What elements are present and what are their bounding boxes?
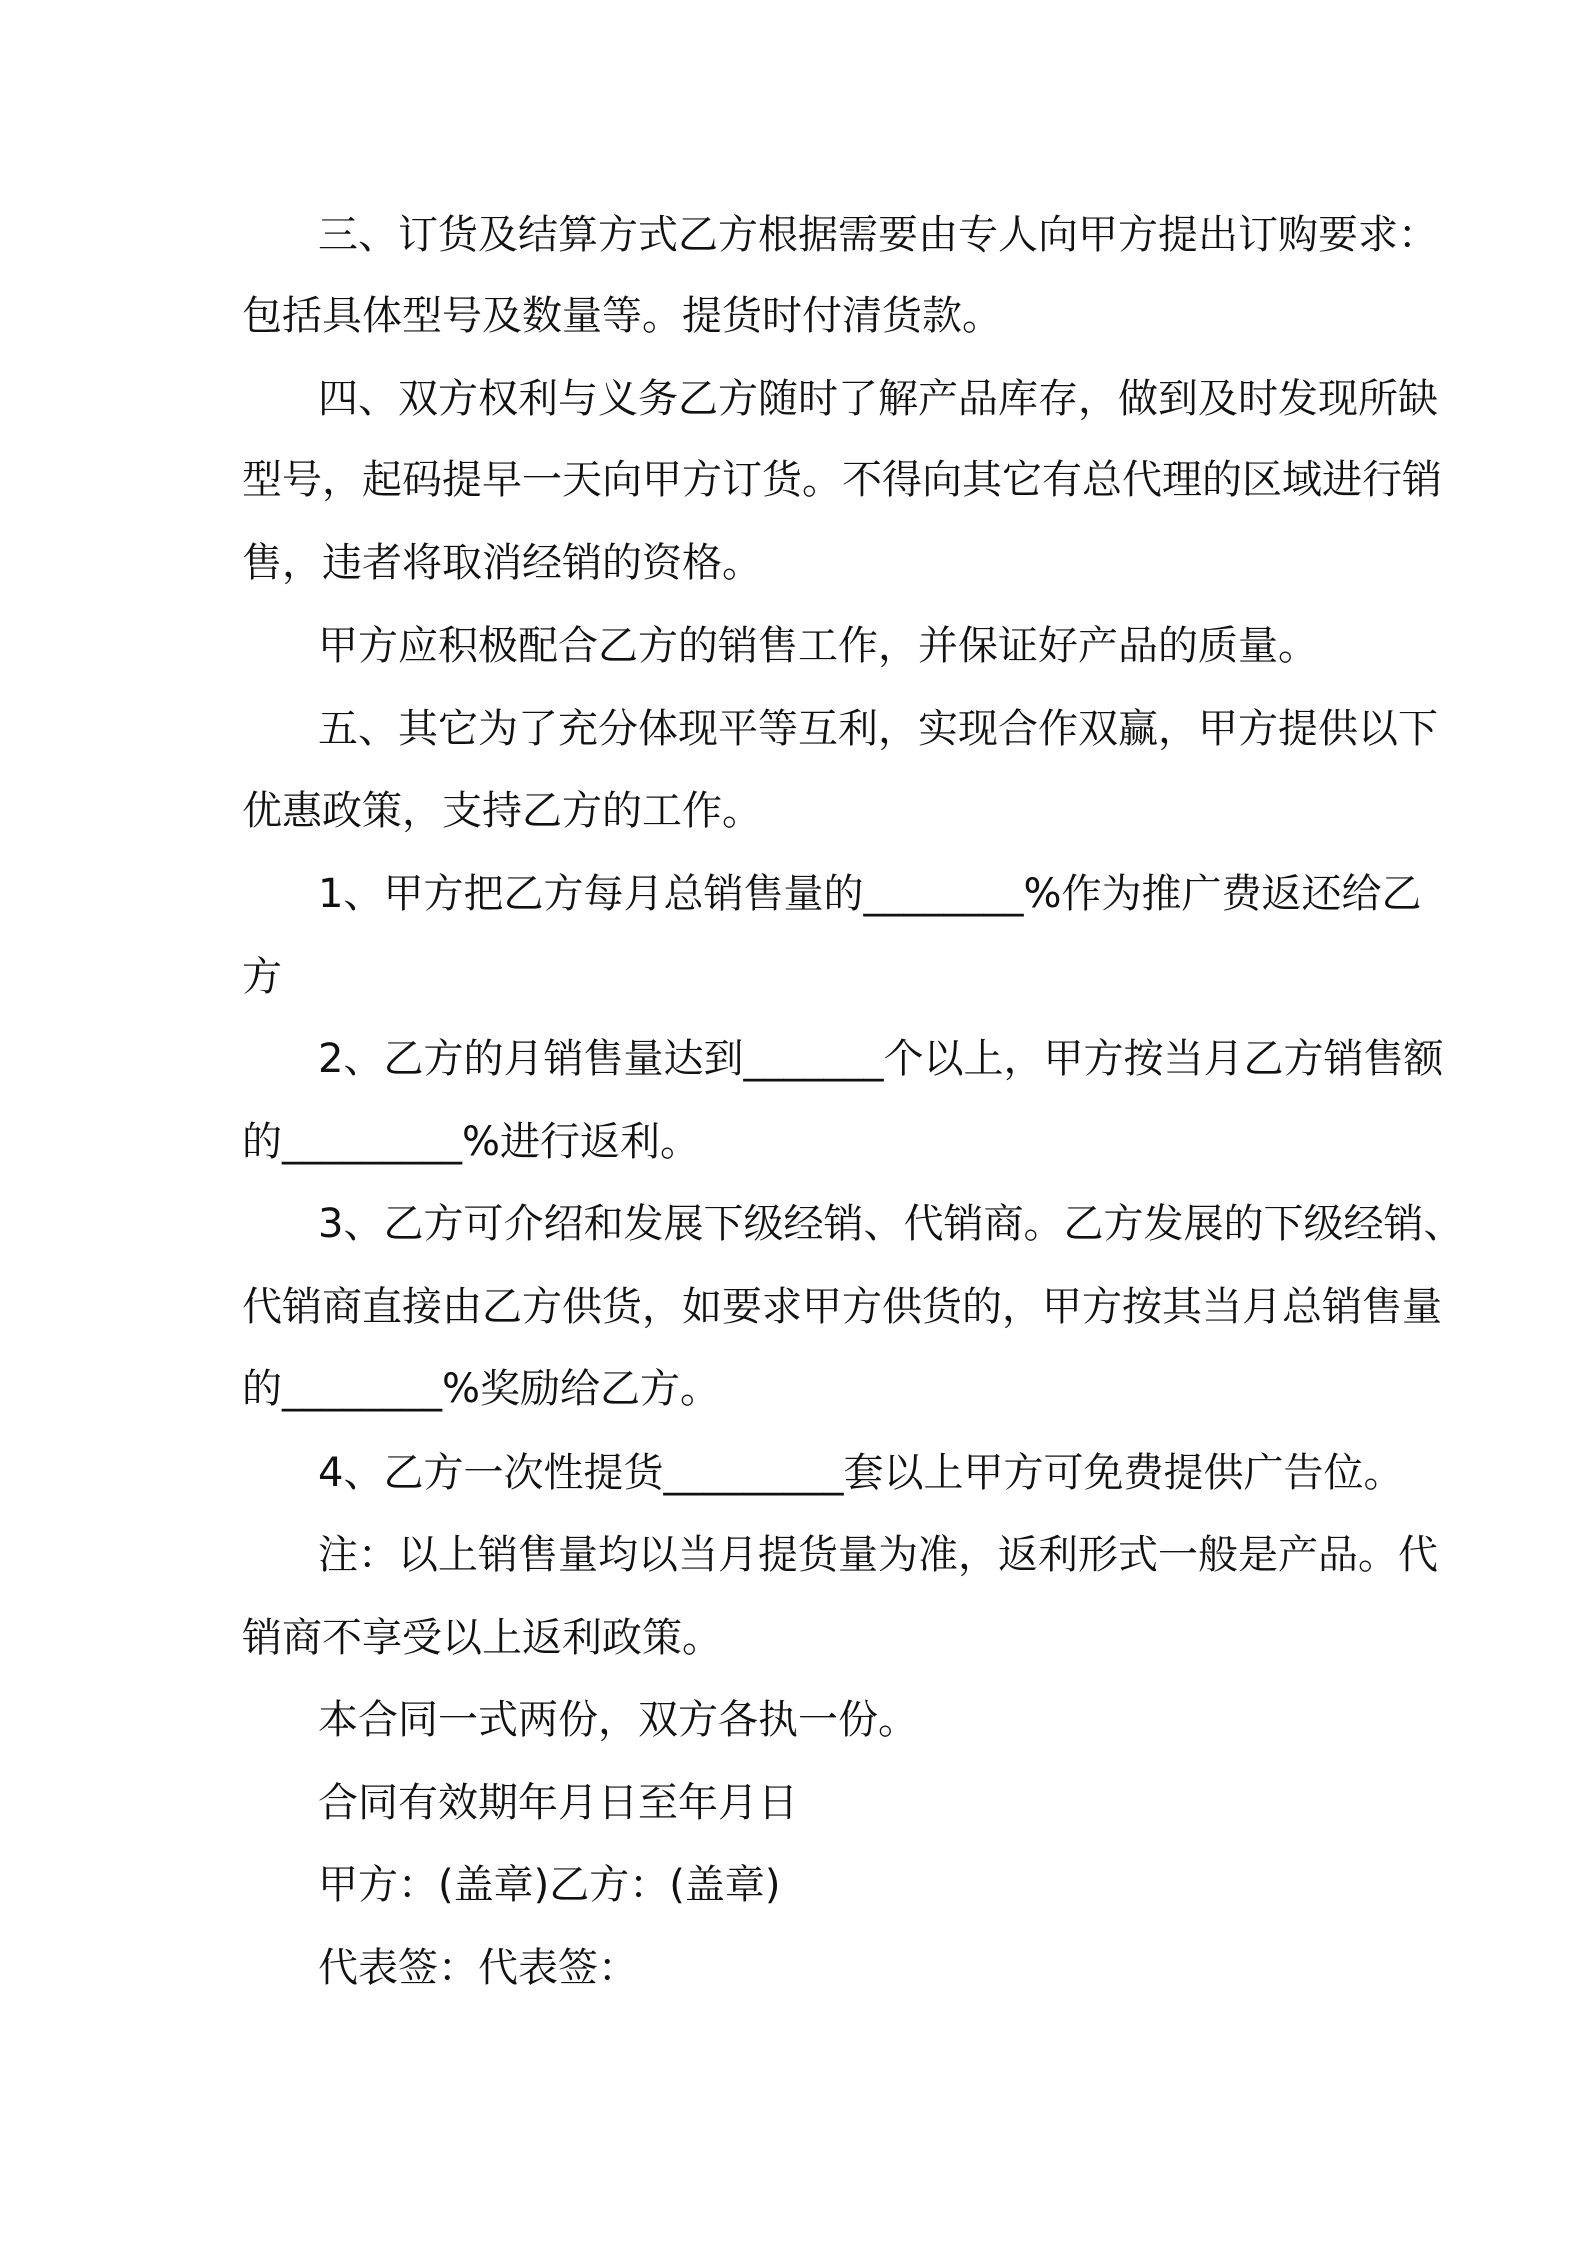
clause-3-line-1: 三、订货及结算方式乙方根据需要由专人向甲方提出订购要求： bbox=[318, 212, 1438, 258]
clause-3-line-2: 包括具体型号及数量等。提货时付清货款。 bbox=[242, 293, 1002, 339]
clause-4-line-2: 型号，起码提早一天向甲方订货。不得向其它有总代理的区域进行销 bbox=[242, 457, 1442, 503]
validity-line: 合同有效期年月日至年月日 bbox=[318, 1780, 798, 1826]
note-line-1: 注：以上销售量均以当月提货量为准，返利形式一般是产品。代 bbox=[318, 1532, 1438, 1578]
item-2-line-2: 的_________%进行返利。 bbox=[242, 1119, 701, 1165]
clause-4-line-3: 售，违者将取消经销的资格。 bbox=[242, 540, 762, 586]
representative-signature-line: 代表签：代表签： bbox=[318, 1945, 638, 1991]
note-line-2: 销商不享受以上返利政策。 bbox=[242, 1615, 722, 1661]
item-3-line-2: 代销商直接由乙方供货，如要求甲方供货的，甲方按其当月总销售量 bbox=[242, 1284, 1442, 1330]
party-a-duty-line: 甲方应积极配合乙方的销售工作，并保证好产品的质量。 bbox=[318, 623, 1318, 669]
clause-4-line-1: 四、双方权利与义务乙方随时了解产品库存，做到及时发现所缺 bbox=[318, 376, 1438, 422]
item-4-line: 4、乙方一次性提货_________套以上甲方可免费提供广告位。 bbox=[318, 1450, 1404, 1496]
item-2-line-1: 2、乙方的月销售量达到_______个以上，甲方按当月乙方销售额 bbox=[318, 1036, 1444, 1082]
item-3-line-3: 的________%奖励给乙方。 bbox=[242, 1366, 721, 1412]
clause-5-line-2: 优惠政策，支持乙方的工作。 bbox=[242, 788, 762, 834]
item-1-line-2: 方 bbox=[242, 954, 282, 1000]
copies-line: 本合同一式两份，双方各执一份。 bbox=[318, 1697, 918, 1743]
seal-line: 甲方：(盖章)乙方：(盖章) bbox=[318, 1862, 781, 1908]
item-3-line-1: 3、乙方可介绍和发展下级经销、代销商。乙方发展的下级经销、 bbox=[318, 1201, 1464, 1247]
item-1-line-1: 1、甲方把乙方每月总销售量的________%作为推广费返还给乙 bbox=[318, 871, 1422, 917]
clause-5-line-1: 五、其它为了充分体现平等互利，实现合作双赢，甲方提供以下 bbox=[318, 706, 1438, 752]
